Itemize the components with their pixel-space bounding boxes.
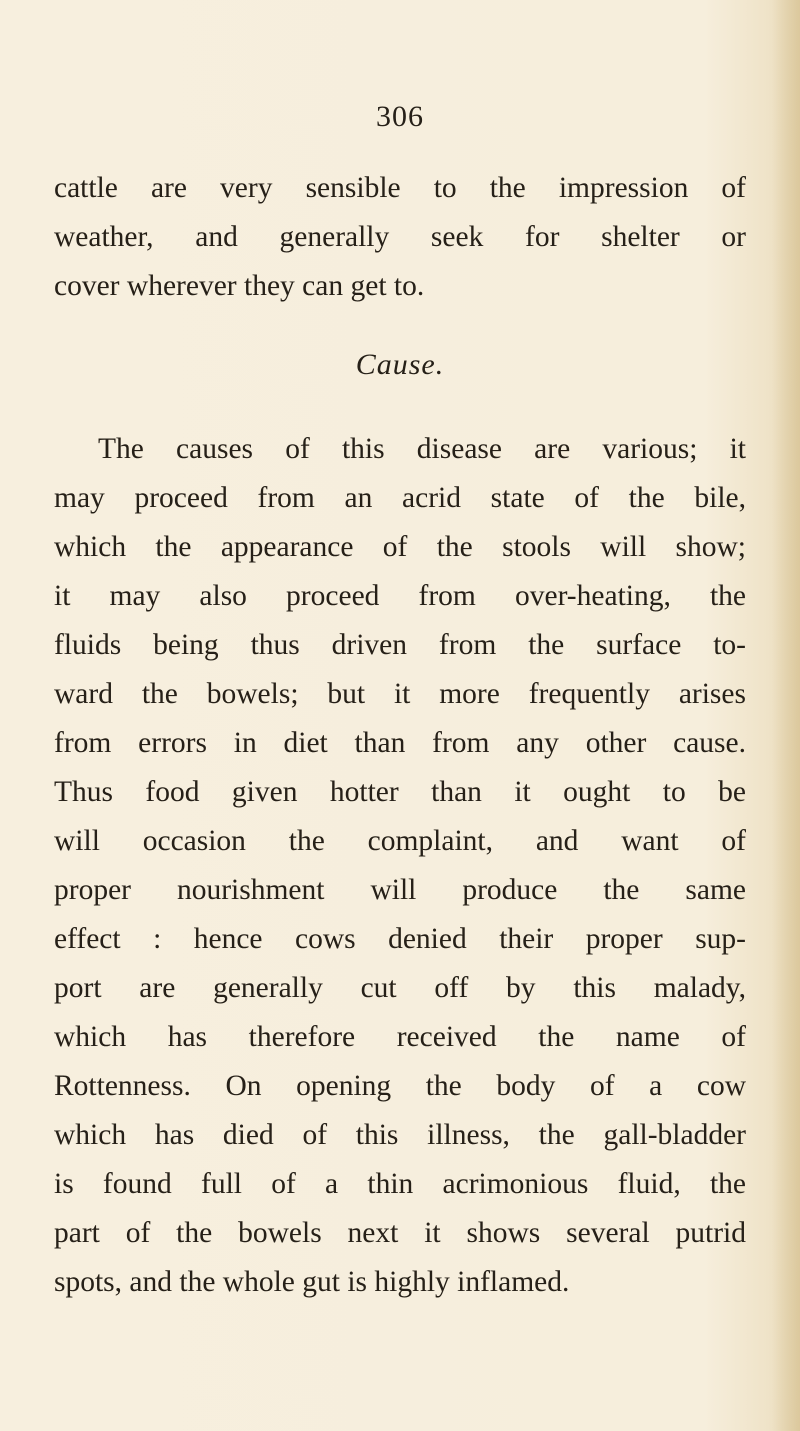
- text-line: cattle are very sensible to the impression of: [54, 172, 746, 204]
- text-line: Rottenness. On opening the body of a cow: [54, 1070, 746, 1102]
- text-line: proper nourishment will produce the same: [54, 874, 746, 906]
- text-line: cover wherever they can get to.: [54, 270, 425, 302]
- text-line: ward the bowels; but it more frequently arises: [54, 678, 746, 710]
- text-line: from errors in diet than from any other cause.: [54, 727, 746, 759]
- text-line: fluids being thus driven from the surface to-: [54, 629, 746, 661]
- text-line: will occasion the complaint, and want of: [54, 825, 746, 857]
- text-line: Thus food given hotter than it ought to be: [54, 776, 746, 808]
- text-line: is found full of a thin acrimonious fluid, the: [54, 1168, 746, 1200]
- page-edge-shading: [772, 0, 800, 1431]
- text-line: which has therefore received the name of: [54, 1021, 746, 1053]
- section-heading: Cause.: [355, 348, 445, 381]
- text-line: may proceed from an acrid state of the bile,: [54, 482, 746, 514]
- body-paragraph: [54, 425, 746, 1307]
- text-line: it may also proceed from over-heating, the: [54, 580, 746, 612]
- text-line: which the appearance of the stools will show;: [54, 531, 746, 563]
- continuation-text: [54, 164, 746, 311]
- text-line: weather, and generally seek for shelter or: [54, 221, 746, 253]
- text-line: The causes of this disease are various; it: [98, 433, 746, 465]
- page-number: 306: [376, 100, 424, 133]
- text-line: which has died of this illness, the gall-bladder: [54, 1119, 746, 1151]
- text-line: part of the bowels next it shows several putrid: [54, 1217, 746, 1249]
- text-line: spots, and the whole gut is highly inflamed.: [54, 1266, 570, 1298]
- text-line: effect : hence cows denied their proper sup-: [54, 923, 746, 955]
- text-line: port are generally cut off by this malady,: [54, 972, 746, 1004]
